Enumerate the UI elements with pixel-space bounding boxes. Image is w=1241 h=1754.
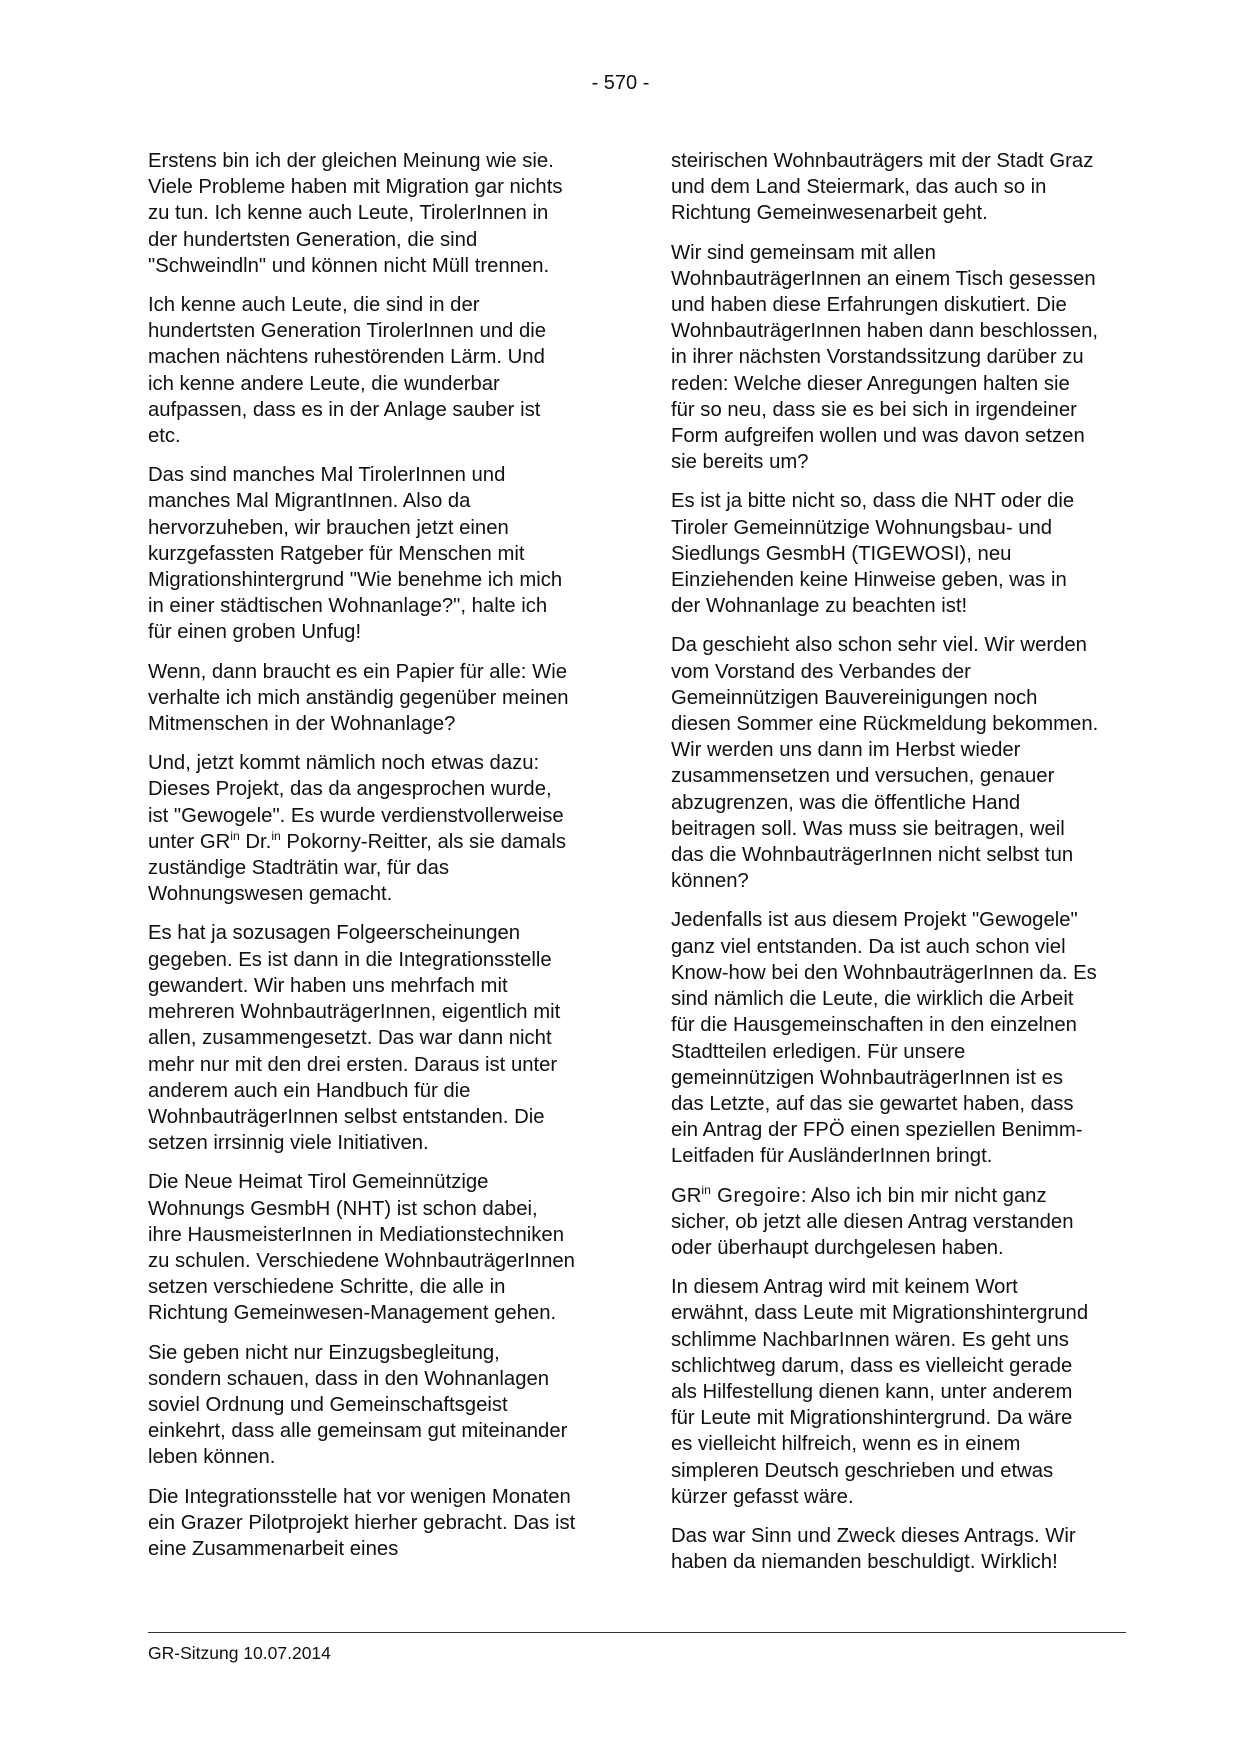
speaker-title: GR: [671, 1184, 702, 1207]
left-column: [148, 148, 576, 1575]
paragraph: Es hat ja sozusagen Folgeerscheinungen gegeben. Es ist dann in die Integrationsstelle gewandert. Wir haben uns mehrfach mit mehreren WohnbauträgerInnen, eigentlich mit allen, zusammengesetzt. Das war dann nicht mehr nur mit den drei ersten. Daraus ist unter anderem auch ein Handbuch für die WohnbauträgerInnen selbst entstanden. Die setzen irrsinnig viele Initiativen.: [148, 922, 561, 1155]
paragraph: Sie geben nicht nur Einzugsbegleitung, sondern schauen, dass in den Wohnanlagen soviel Ordnung und Gemeinschaftsgeist einkehrt, dass alle gemeinsam gut miteinander leben können.: [148, 1341, 568, 1469]
superscript: in: [701, 1182, 711, 1197]
paragraph: Wenn, dann braucht es ein Papier für alle: Wie verhalte ich mich anständig gegenüber meinen Mitmenschen in der Wohnanlage?: [148, 660, 569, 736]
paragraph: [148, 750, 576, 907]
paragraph: Die Neue Heimat Tirol Gemeinnützige Wohnungs GesmbH (NHT) ist schon dabei, ihre HausmeisterInnen in Mediationstechniken zu schulen. Verschiedene WohnbauträgerInnen setzen verschiedene Schritte, die alle in Richtung Gemeinwesen-Management gehen.: [148, 1171, 575, 1325]
paragraph: Ich kenne auch Leute, die sind in der hundertsten Generation TirolerInnen und die machen nächtens ruhestörenden Lärm. Und ich kenne andere Leute, die wunderbar aufpassen, dass es in der Anlage sauber ist etc.: [148, 294, 547, 448]
text-segment: Und, jetzt kommt nämlich noch etwas dazu: Dieses Projekt, das da angesprochen wurde, ist "Gewogele". Es wurde verdienstvollerweise unter GR: [148, 752, 564, 853]
paragraph: In diesem Antrag wird mit keinem Wort erwähnt, dass Leute mit Migrationshintergrund schlimme NachbarInnen wären. Es geht uns schlichtweg darum, dass es vielleicht gerade als Hilfestellung dienen kann, unter anderem für Leute mit Migrationshintergrund. Da wäre es vielleicht hilfreich, wenn es in einem simpleren Deutsch geschrieben und etwas kürzer gefasst wäre.: [671, 1276, 1089, 1508]
superscript: in: [271, 829, 281, 844]
page-number: - 570 -: [591, 72, 650, 94]
paragraph: Das sind manches Mal TirolerInnen und manches Mal MigrantInnen. Also da hervorzuheben, wir brauchen jetzt einen kurzgefassten Ratgeber für Menschen mit Migrationshintergrund "Wie benehme ich mich in einer städtischen Wohnanlage?", halte ich für einen groben Unfug!: [148, 464, 563, 644]
paragraph: Da geschieht also schon sehr viel. Wir werden vom Vorstand des Verbandes der Gemeinnützigen Bauvereinigungen noch diesen Sommer eine Rückmeldung bekommen. Wir werden uns dann im Herbst wieder zusammensetzen und versuchen, genauer abzugrenzen, was die öffentliche Hand beitragen soll. Was muss sie beitragen, weil das die WohnbauträgerInnen nicht selbst tun können?: [671, 634, 1099, 893]
paragraph: steirischen Wohnbauträgers mit der Stadt Graz und dem Land Steiermark, das auch so in Richtung Gemeinwesenarbeit geht.: [671, 150, 1094, 225]
paragraph: Das war Sinn und Zweck dieses Antrags. Wir haben da niemanden beschuldigt. Wirklich!: [671, 1524, 1076, 1574]
footer-rule: [148, 1632, 1126, 1633]
speaker-name: Gregoire: [710, 1184, 801, 1207]
superscript: in: [230, 829, 240, 844]
text-segment: Dr.: [239, 830, 272, 853]
speaker-paragraph: [671, 1183, 1099, 1262]
paragraph: Erstens bin ich der gleichen Meinung wie sie. Viele Probleme haben mit Migration gar nichts zu tun. Ich kenne auch Leute, TirolerInnen in der hundertsten Generation, die sind "Schweindln" und können nicht Müll trennen.: [148, 150, 563, 277]
text-segment: Pokorny-Reitter, als sie damals zuständige Stadträtin war, für das Wohnungswesen gemacht.: [148, 830, 566, 906]
footer-text: GR-Sitzung 10.07.2014: [148, 1643, 331, 1663]
paragraph: Es ist ja bitte nicht so, dass die NHT oder die Tiroler Gemeinnützige Wohnungsbau- und Siedlungs GesmbH (TIGEWOSI), neu Einziehenden keine Hinweise geben, was in der Wohnanlage zu beachten ist!: [671, 490, 1075, 618]
paragraph: Jedenfalls ist aus diesem Projekt "Gewogele" ganz viel entstanden. Da ist auch schon viel Know-how bei den WohnbauträgerInnen da. Es sind nämlich die Leute, die wirklich die Arbeit für die Hausgemeinschaften in den einzelnen Stadtteilen erledigen. Für unsere gemeinnützigen WohnbauträgerInnen ist es das Letzte, auf das sie gewartet haben, dass ein Antrag der FPÖ einen speziellen Benimm-Leitfaden für AusländerInnen bringt.: [671, 909, 1097, 1168]
paragraph: Die Integrationsstelle hat vor wenigen Monaten ein Grazer Pilotprojekt hierher gebracht. Das ist eine Zusammenarbeit eines: [148, 1485, 576, 1560]
text-segment: : Also ich bin mir nicht ganz sicher, ob jetzt alle diesen Antrag verstanden oder überhaupt durchgelesen haben.: [671, 1184, 1074, 1259]
right-column: [671, 148, 1099, 1588]
paragraph: Wir sind gemeinsam mit allen WohnbauträgerInnen an einem Tisch gesessen und haben diese Erfahrungen diskutiert. Die WohnbauträgerInnen haben dann beschlossen, in ihrer nächsten Vorstandssitzung darüber zu reden: Welche dieser Anregungen halten sie für so neu, dass sie es bei sich in irgendeiner Form aufgreifen wollen und was davon setzen sie bereits um?: [671, 241, 1098, 474]
